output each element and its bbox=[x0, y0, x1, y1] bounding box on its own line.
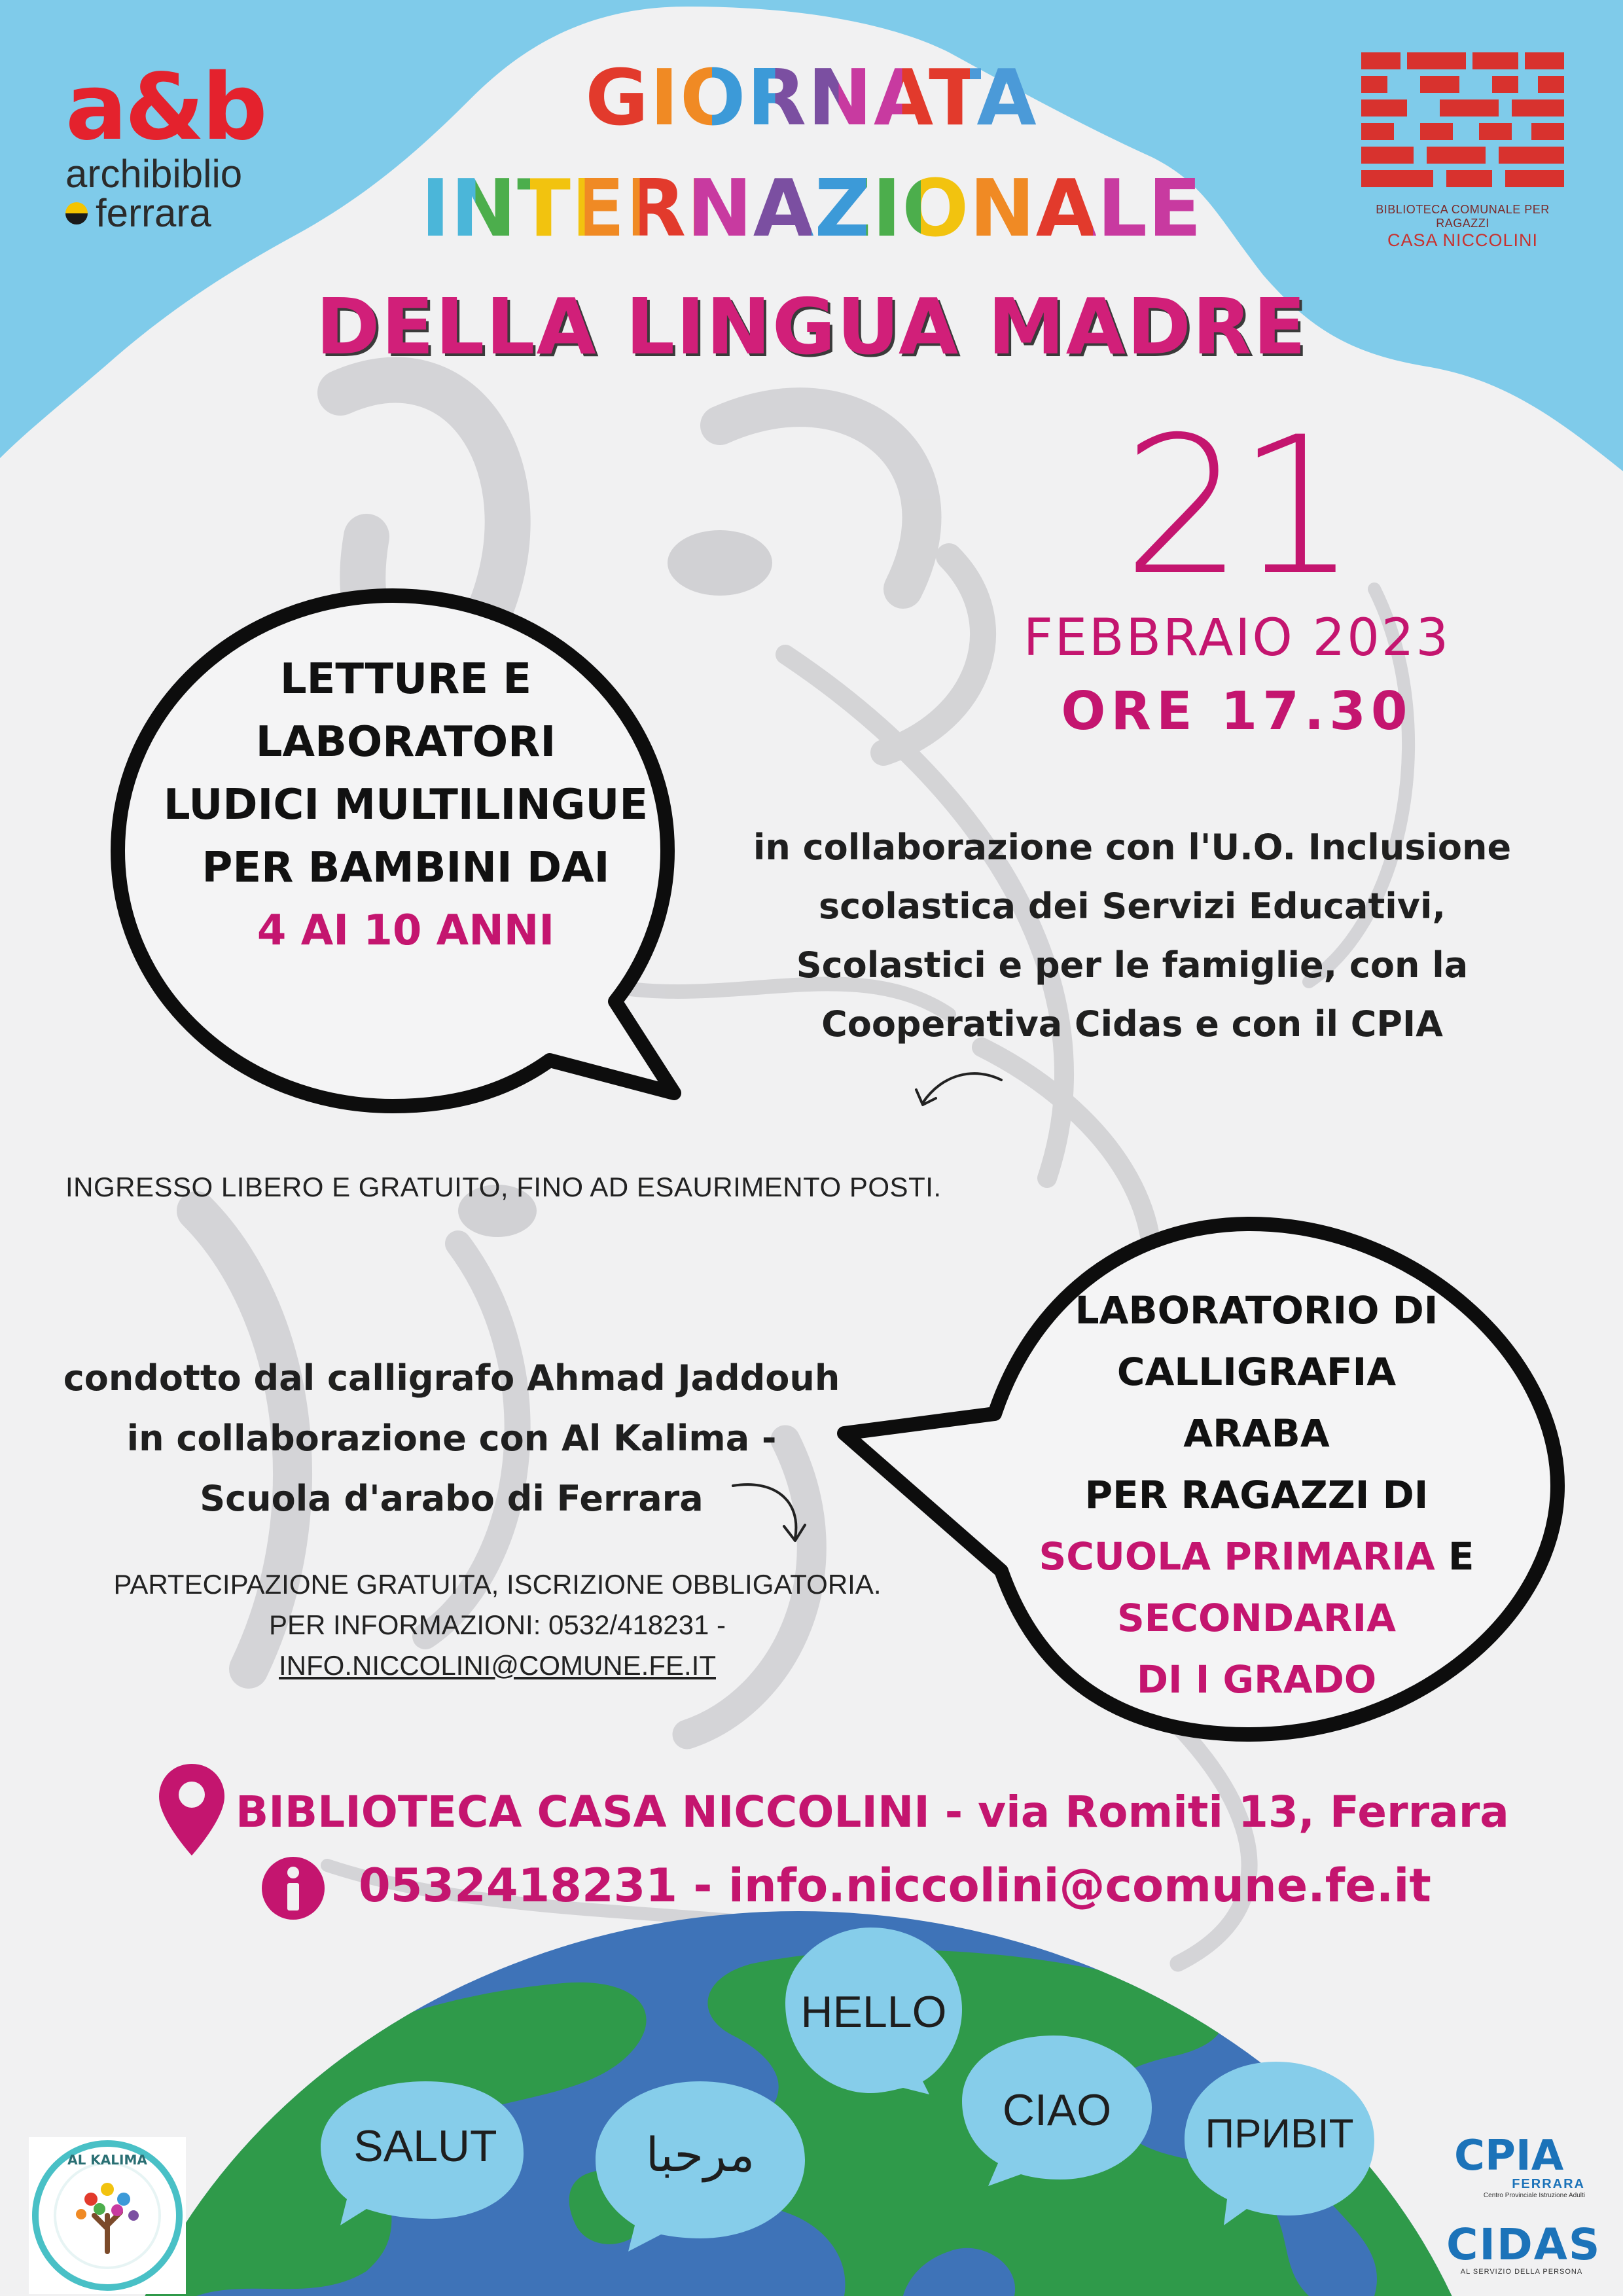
niccolini-caption-top: BIBLIOTECA COMUNALE PER RAGAZZI bbox=[1376, 203, 1550, 230]
cpia-subtitle: Centro Provinciale Istruzione Adulti bbox=[1483, 2192, 1585, 2199]
phone-email-text[interactable]: 0532418231 - info.niccolini@comune.fe.it bbox=[359, 1859, 1431, 1912]
cpia-city: FERRARA bbox=[1512, 2177, 1585, 2191]
collaboration-line-4: Cooperativa Cidas e con il CPIA bbox=[821, 1003, 1443, 1045]
conducted-line-2: in collaborazione con Al Kalima - bbox=[126, 1418, 777, 1459]
event-month-year: FEBBRAIO 2023 bbox=[1023, 609, 1451, 668]
greeting-ciao: CIAO bbox=[1002, 2085, 1112, 2135]
event-time: ORE 17.30 bbox=[1061, 681, 1413, 742]
al-kalima-name: AL KALIMA bbox=[67, 2152, 147, 2168]
calligraphy-primary-school: SCUOLA PRIMARIA bbox=[1039, 1534, 1435, 1579]
address-text: BIBLIOTECA CASA NICCOLINI - via Romiti 13, Ferrara bbox=[236, 1787, 1509, 1837]
cidas-wordmark bbox=[1446, 2219, 1601, 2270]
readings-line-1: LETTURE E bbox=[279, 655, 532, 704]
ferrara-label: ferrara bbox=[96, 191, 211, 235]
cidas-subtitle: AL SERVIZIO DELLA PERSONA bbox=[1460, 2268, 1583, 2276]
calligraphy-line-2: CALLIGRAFIA bbox=[1116, 1350, 1397, 1394]
greeting-hello: HELLO bbox=[800, 1987, 947, 2037]
cidas-wordmark-text: CIDAS bbox=[1446, 2219, 1601, 2270]
greeting-pryvit: ПРИВІТ bbox=[1205, 2111, 1354, 2157]
cpia-logo bbox=[1454, 2132, 1585, 2199]
collaboration-line-3: Scolastici e per le famiglie, con la bbox=[796, 944, 1469, 986]
calligraphy-line-3: ARABA bbox=[1183, 1411, 1330, 1456]
event-day: 21 bbox=[1122, 397, 1351, 617]
participation-line-2: PER INFORMAZIONI: 0532/418231 - bbox=[269, 1609, 726, 1640]
calligraphy-line-1: LABORATORIO DI bbox=[1075, 1288, 1438, 1333]
calligraphy-line-4: PER RAGAZZI DI bbox=[1084, 1473, 1429, 1517]
conducted-line-3: Scuola d'arabo di Ferrara bbox=[200, 1478, 704, 1519]
calligraphy-grade: DI I GRADO bbox=[1136, 1657, 1377, 1702]
ab-wordmark: a&b bbox=[65, 54, 265, 161]
conducted-line-1: condotto dal calligrafo Ahmad Jaddouh bbox=[63, 1357, 840, 1399]
calligraphy-secondary: SECONDARIA bbox=[1117, 1596, 1396, 1640]
calligraphy-and: E bbox=[1435, 1534, 1474, 1579]
niccolini-caption-bottom: CASA NICCOLINI bbox=[1387, 230, 1539, 250]
readings-line-2: LABORATORI bbox=[255, 718, 556, 766]
title-giornata-text: GIORNATA bbox=[585, 52, 1038, 143]
archibiblio-text: archibiblio bbox=[65, 152, 243, 196]
title-lingua-madre: DELLA LINGUA MADRE bbox=[315, 281, 1308, 372]
collaboration-line-1: in collaborazione con l'U.O. Inclusione bbox=[753, 827, 1512, 868]
collaboration-line-2: scolastica dei Servizi Educativi, bbox=[818, 886, 1446, 927]
cpia-wordmark: CPIA bbox=[1454, 2132, 1564, 2180]
cidas-logo bbox=[1446, 2219, 1601, 2276]
participation-email-link[interactable]: INFO.NICCOLINI@COMUNE.FE.IT bbox=[279, 1650, 716, 1681]
title-internazionale-text: INTERNAZIONALE bbox=[420, 164, 1203, 255]
free-entry-notice: INGRESSO LIBERO E GRATUITO, FINO AD ESAURIMENTO POSTI. bbox=[65, 1172, 942, 1202]
readings-line-3: LUDICI MULTILINGUE bbox=[163, 781, 649, 829]
participation-line-1: PARTECIPAZIONE GRATUITA, ISCRIZIONE OBBLIGATORIA. bbox=[113, 1569, 882, 1600]
al-kalima-logo bbox=[29, 2137, 186, 2294]
readings-age-range: 4 AI 10 ANNI bbox=[257, 906, 555, 955]
greeting-salut: SALUT bbox=[353, 2121, 497, 2171]
greeting-marhaba: مرحبا bbox=[645, 2127, 755, 2182]
readings-line-4: PER BAMBINI DAI bbox=[202, 844, 610, 892]
